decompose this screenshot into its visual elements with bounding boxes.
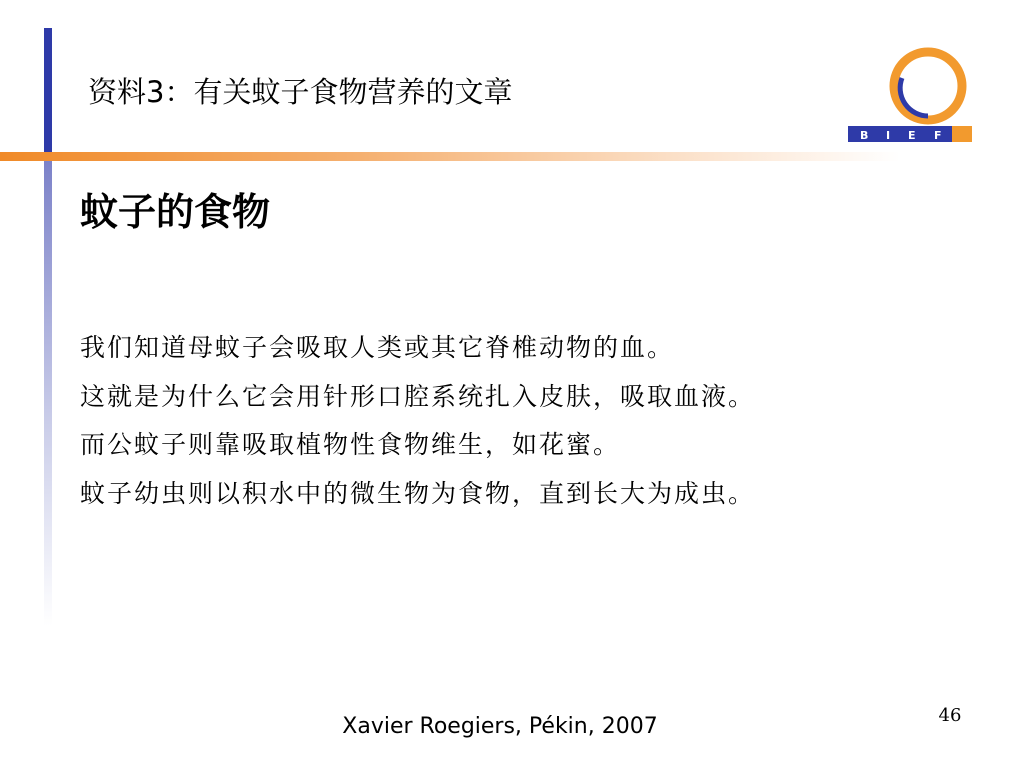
logo-ring	[894, 52, 962, 120]
logo-letter-e: E	[908, 129, 916, 142]
logo-letter-b: B	[860, 129, 869, 142]
bief-logo	[846, 38, 976, 148]
header-divider	[0, 152, 900, 161]
body-line: 我们知道母蚊子会吸取人类或其它脊椎动物的血。	[80, 333, 675, 362]
slide-heading: 蚊子的食物	[80, 189, 271, 234]
body-line: 这就是为什么它会用针形口腔系统扎入皮肤，吸取血液。	[80, 381, 756, 411]
logo-letter-f: F	[934, 129, 942, 142]
left-accent-bar	[44, 28, 52, 156]
logo-letter-i: I	[886, 129, 891, 142]
body-text	[80, 324, 755, 518]
page-title: 资料3：有关蚊子食物营养的文章	[88, 75, 513, 109]
left-accent-bar-gradient	[44, 156, 52, 626]
page-number: 46	[938, 705, 962, 726]
body-line: 蚊子幼虫则以积水中的微生物为食物，直到长大为成虫。	[80, 478, 756, 508]
footer-credit: Xavier Roegiers, Pékin, 2007	[342, 714, 658, 739]
logo-band-tail	[952, 126, 972, 142]
body-line: 而公蚊子则靠吸取植物性食物维生，如花蜜。	[80, 430, 621, 459]
